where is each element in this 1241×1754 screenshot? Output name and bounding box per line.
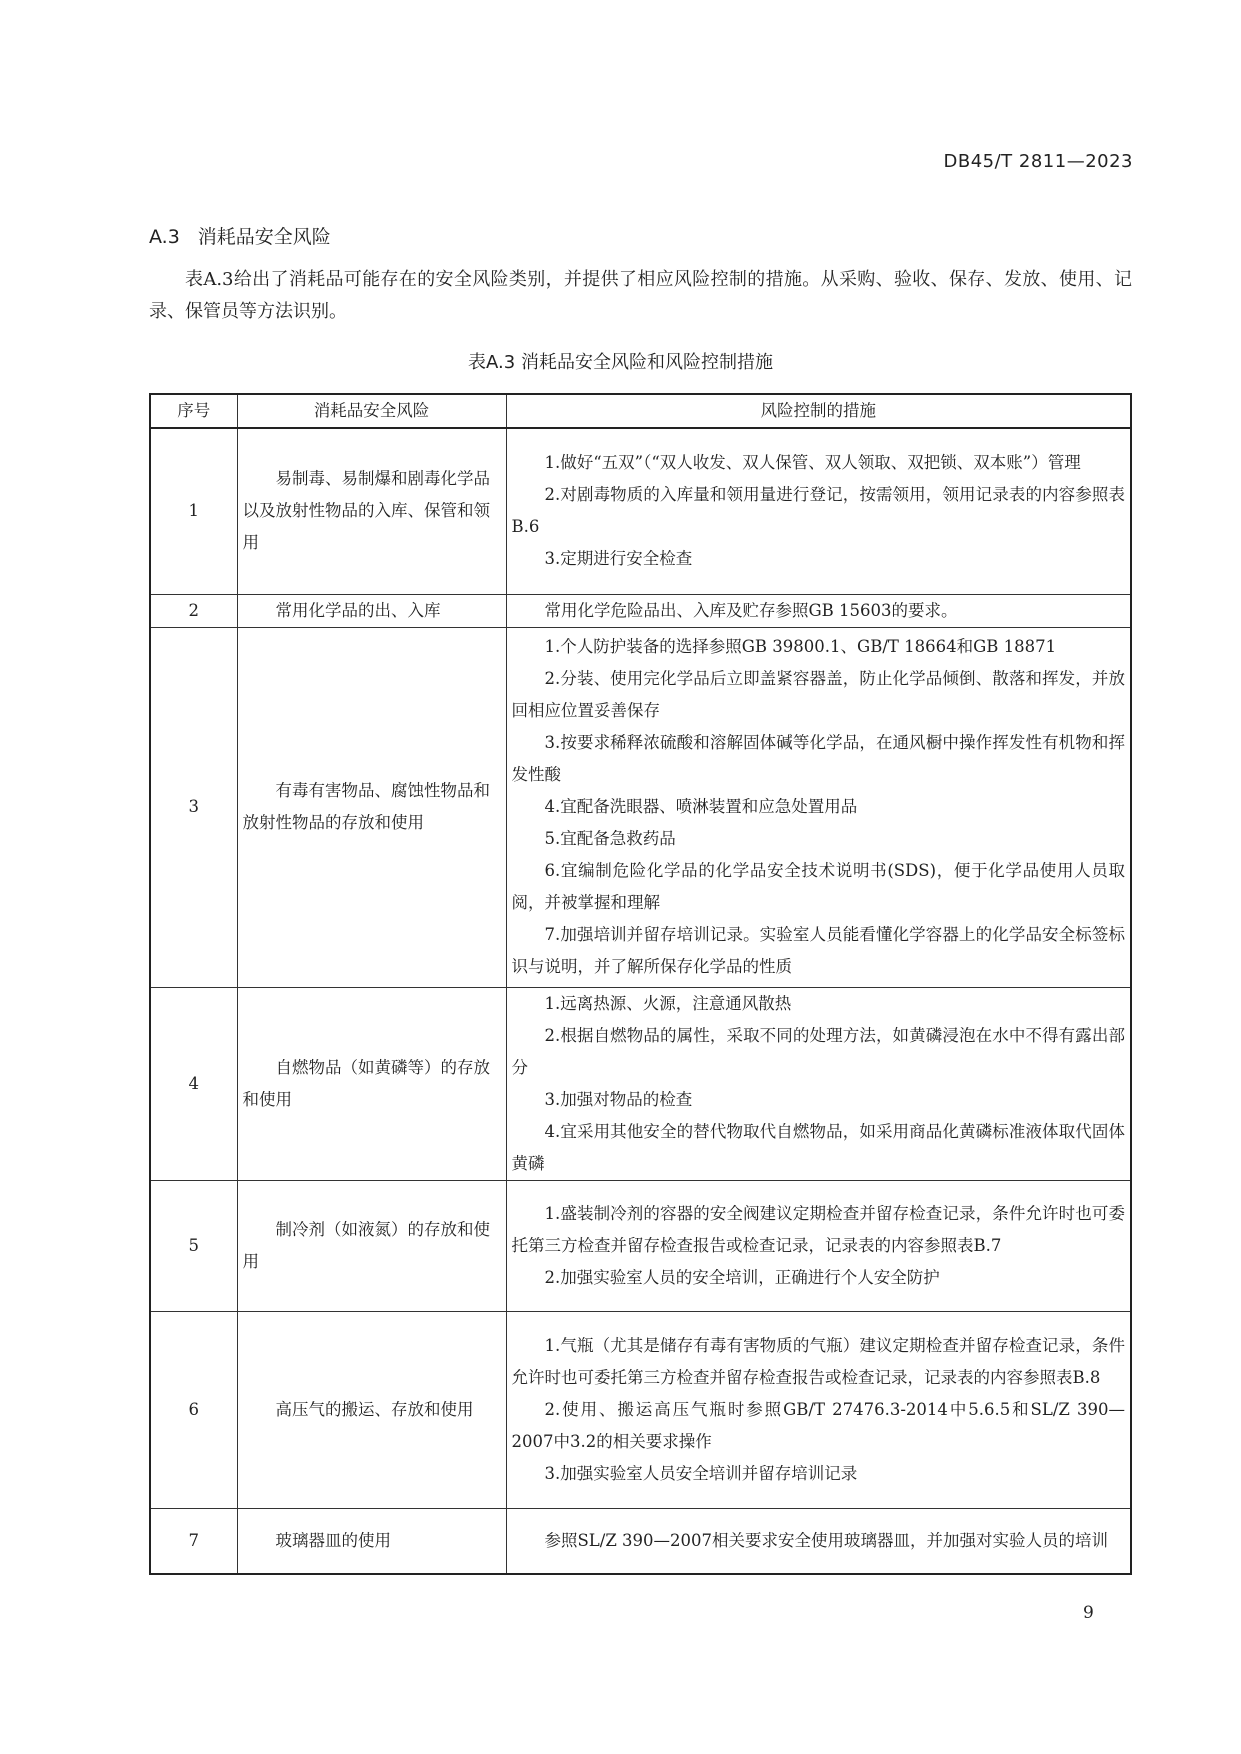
measure-item: 常用化学危险品出、入库及贮存参照GB 15603的要求。 [544,600,958,620]
measure-item: 3.加强对物品的检查 [544,1089,693,1109]
row-number: 4 [150,987,237,1180]
table-row [150,594,1131,627]
risk-description: 易制毒、易制爆和剧毒化学品以及放射性物品的入库、保管和领用 [237,428,506,594]
column-header-no: 序号 [150,394,237,428]
standard-number: DB45/T 2811—2023 [943,151,1133,172]
row-number: 1 [150,428,237,594]
measure-item: 3.按要求稀释浓硫酸和溶解固体碱等化学品，在通风橱中操作挥发性有机物和挥发性酸 [511,733,1125,784]
table-header-row [150,394,1131,428]
control-measures [506,627,1131,987]
table-row [150,1311,1131,1508]
measure-item: 7.加强培训并留存培训记录。实验室人员能看懂化学容器上的化学品安全标签标识与说明，并了解所保存化学品的性质 [511,925,1125,976]
measure-item: 2.使用、搬运高压气瓶时参照GB/T 27476.3-2014中5.6.5和SL/Z 390—2007中3.2的相关要求操作 [511,1399,1125,1451]
measure-item: 1.远离热源、火源，注意通风散热 [544,993,792,1013]
row-number: 2 [150,594,237,627]
risk-description: 常用化学品的出、入库 [237,594,506,627]
table-caption: 表A.3 消耗品安全风险和风险控制措施 [468,352,773,373]
risk-description: 有毒有害物品、腐蚀性物品和放射性物品的存放和使用 [237,627,506,987]
measure-item: 1.盛装制冷剂的容器的安全阀建议定期检查并留存检查记录，条件允许时也可委托第三方检查并留存检查报告或检查记录，记录表的内容参照表B.7 [511,1203,1125,1255]
control-measures [506,1508,1131,1574]
measure-item: 2.分装、使用完化学品后立即盖紧容器盖，防止化学品倾倒、散落和挥发，并放回相应位置妥善保存 [511,669,1125,720]
measure-item: 4.宜采用其他安全的替代物取代自燃物品，如采用商品化黄磷标准液体取代固体黄磷 [511,1121,1125,1173]
measure-item: 2.根据自燃物品的属性，采取不同的处理方法，如黄磷浸泡在水中不得有露出部分 [511,1025,1125,1077]
table-row [150,428,1131,594]
control-measures [506,428,1131,594]
section-number: A.3 [149,226,180,248]
risk-table [149,393,1132,1575]
section-heading [149,222,349,249]
measure-item: 3.定期进行安全检查 [544,549,693,569]
table-row [150,1180,1131,1311]
control-measures [506,594,1131,627]
measure-item: 参照SL/Z 390—2007相关要求安全使用玻璃器皿，并加强对实验人员的培训 [544,1530,1109,1550]
control-measures [506,987,1131,1180]
measure-item: 1.做好“五双”（“双人收发、双人保管、双人领取、双把锁、双本账”）管理 [544,453,1081,473]
column-header-risk: 消耗品安全风险 [237,394,506,428]
measure-item: 5.宜配备急救药品 [544,829,676,848]
table-row [150,1508,1131,1574]
control-measures [506,1311,1131,1508]
column-header-measures: 风险控制的措施 [506,394,1131,428]
measure-item: 3.加强实验室人员安全培训并留存培训记录 [544,1463,858,1483]
measure-item: 1.气瓶（尤其是储存有毒有害物质的气瓶）建议定期检查并留存检查记录，条件允许时也可委托第三方检查并留存检查报告或检查记录，记录表的内容参照表B.8 [511,1335,1125,1387]
table-row [150,987,1131,1180]
row-number: 7 [150,1508,237,1574]
row-number: 5 [150,1180,237,1311]
risk-description: 玻璃器皿的使用 [237,1508,506,1574]
measure-item: 6.宜编制危险化学品的化学品安全技术说明书(SDS)，便于化学品使用人员取阅，并被掌握和理解 [511,861,1125,912]
measure-item: 1.个人防护装备的选择参照GB 39800.1、GB/T 18664和GB 18871 [544,637,1057,656]
measure-item: 2.对剧毒物质的入库量和领用量进行登记，按需领用，领用记录表的内容参照表B.6 [511,485,1125,537]
table-row [150,627,1131,987]
risk-description: 高压气的搬运、存放和使用 [237,1311,506,1508]
measure-item: 4.宜配备洗眼器、喷淋装置和应急处置用品 [544,797,858,816]
measure-item: 2.加强实验室人员的安全培训，正确进行个人安全防护 [544,1267,940,1287]
row-number: 6 [150,1311,237,1508]
row-number: 3 [150,627,237,987]
intro-paragraph: 表A.3给出了消耗品可能存在的安全风险类别，并提供了相应风险控制的措施。从采购、验收、保存、发放、使用、记录、保管员等方法识别。 [149,269,1132,322]
risk-description: 自燃物品（如黄磷等）的存放和使用 [237,987,506,1180]
page-number: 9 [1083,1603,1094,1623]
section-title: 消耗品安全风险 [197,226,331,248]
control-measures [506,1180,1131,1311]
risk-description: 制冷剂（如液氮）的存放和使用 [237,1180,506,1311]
